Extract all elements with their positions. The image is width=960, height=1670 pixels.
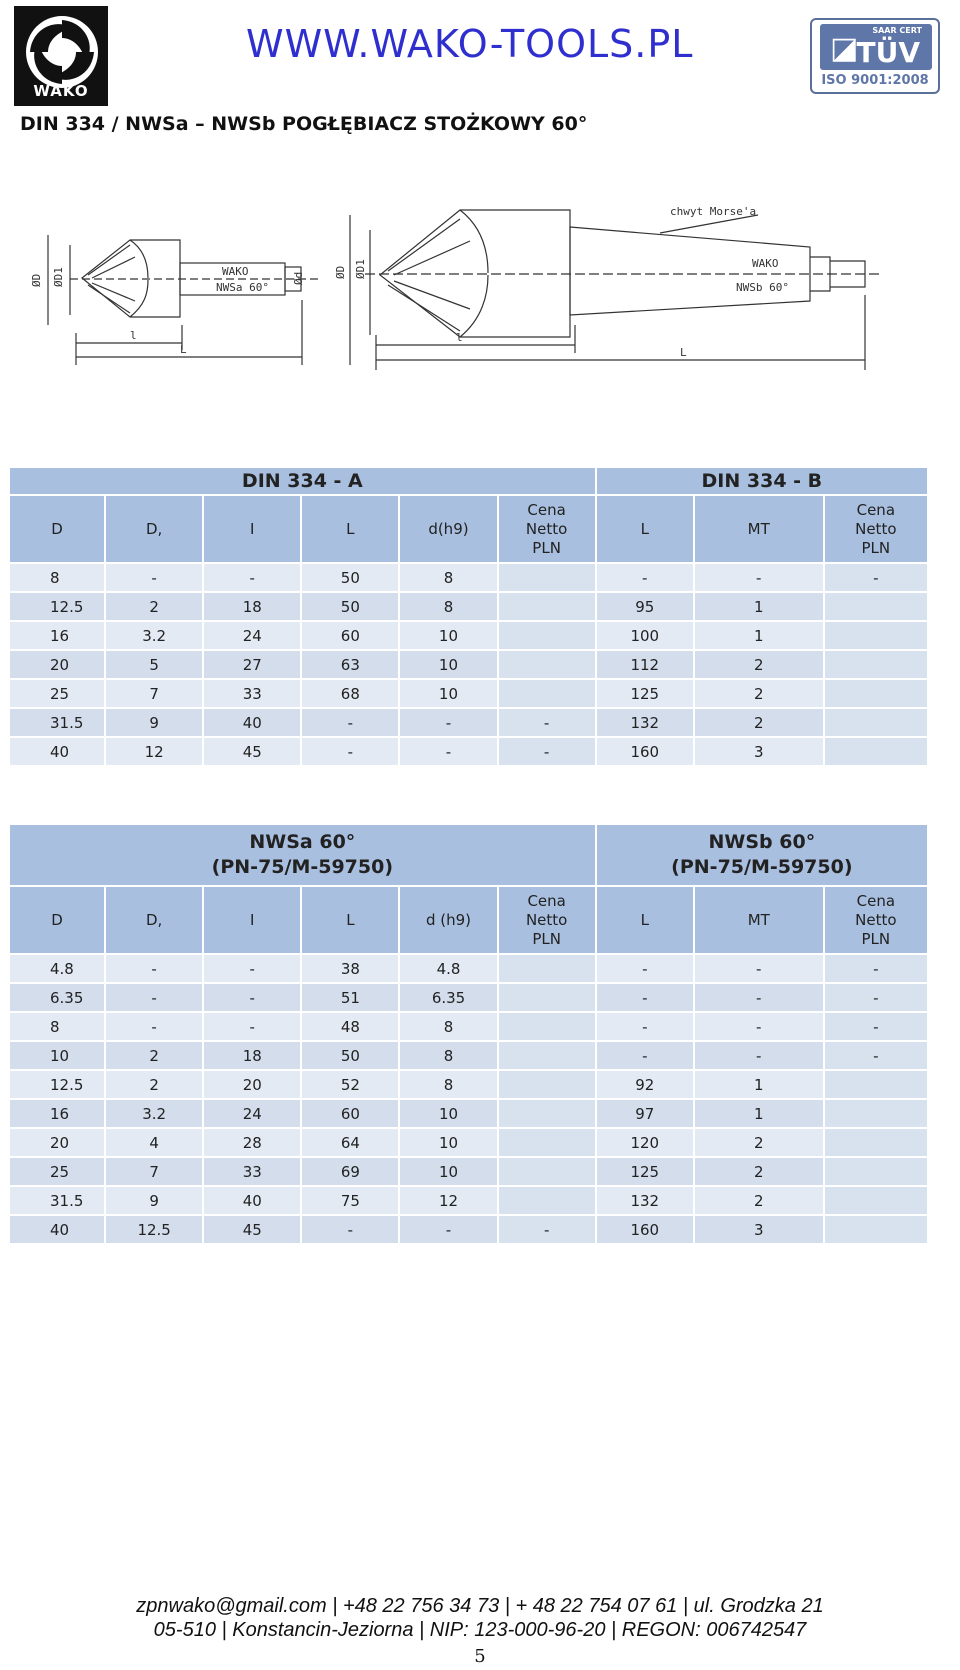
table-cell: 75 — [302, 1187, 398, 1214]
price-cell — [499, 622, 595, 649]
table-cell: 10 — [400, 651, 496, 678]
table-column-header — [10, 496, 927, 562]
table-cell: 9 — [106, 709, 202, 736]
col-header: D, — [106, 887, 202, 953]
label-right-morse: chwyt Morse'a — [670, 205, 757, 218]
price-cell — [499, 651, 595, 678]
table-row — [10, 738, 927, 765]
table-cell: 10 — [400, 1158, 496, 1185]
table-group-header — [10, 468, 927, 494]
table-cell: 2 — [695, 709, 823, 736]
label-left-l: l — [130, 329, 137, 342]
group-nwsb-line1: NWSb 60° — [708, 831, 816, 853]
contact-footer — [0, 1594, 960, 1642]
price-cell — [825, 1071, 927, 1098]
drawing-nwsb — [350, 210, 880, 370]
price-cell — [499, 680, 595, 707]
table-cell: 6.35 — [400, 984, 496, 1011]
table-cell: 160 — [597, 1216, 693, 1243]
price-cell — [499, 1071, 595, 1098]
table-cell: 1 — [695, 1071, 823, 1098]
table-cell: 10 — [400, 622, 496, 649]
table-cell: 12.5 — [106, 1216, 202, 1243]
table-cell: - — [695, 1042, 823, 1069]
label-right-D: ØD — [334, 265, 347, 279]
col-header: D, — [106, 496, 202, 562]
price-cell — [499, 1100, 595, 1127]
table-cell: - — [597, 564, 693, 591]
table-cell: 45 — [204, 738, 300, 765]
table-cell: 2 — [695, 651, 823, 678]
label-right-L: L — [680, 346, 687, 359]
site-url[interactable]: WWW.WAKO-TOOLS.PL — [246, 22, 694, 66]
table-cell: - — [400, 738, 496, 765]
table-cell: - — [302, 709, 398, 736]
col-header: MT — [695, 496, 823, 562]
price-cell: - — [825, 1042, 927, 1069]
footer-line-2: 05-510 | Konstancin-Jeziorna | NIP: 123-000-96-20 | REGON: 006742547 — [153, 1619, 807, 1641]
col-header: d (h9) — [400, 887, 496, 953]
table-cell: 132 — [597, 1187, 693, 1214]
table-cell: 33 — [204, 680, 300, 707]
table-cell: 8 — [10, 1013, 104, 1040]
table-cell: 4.8 — [400, 955, 496, 982]
table-cell: - — [597, 1013, 693, 1040]
nws-table — [8, 823, 929, 1245]
col-header-price: Cena Netto PLN — [825, 887, 927, 953]
table-cell: 112 — [597, 651, 693, 678]
page-title: DIN 334 / NWSa – NWSb POGŁĘBIACZ STOŻKOWY 60° — [20, 113, 588, 135]
group-nwsb-line2: (PN-75/M-59750) — [671, 856, 853, 878]
table-cell: 33 — [204, 1158, 300, 1185]
price-cell — [825, 1100, 927, 1127]
page-number: 5 — [474, 1646, 486, 1667]
table-cell: 8 — [400, 1042, 496, 1069]
table-row — [10, 680, 927, 707]
table-cell: 125 — [597, 1158, 693, 1185]
label-left-d: Ød — [292, 271, 305, 285]
table-cell: 52 — [302, 1071, 398, 1098]
col-header: I — [204, 496, 300, 562]
table-cell: 12.5 — [10, 1071, 104, 1098]
table-cell: 18 — [204, 1042, 300, 1069]
table-cell: 2 — [106, 1042, 202, 1069]
tuv-badge — [820, 24, 932, 70]
price-cell — [825, 709, 927, 736]
table-cell: 40 — [204, 709, 300, 736]
table-cell: 4.8 — [10, 955, 104, 982]
table-cell: 24 — [204, 1100, 300, 1127]
table-cell: 120 — [597, 1129, 693, 1156]
col-header: d(h9) — [400, 496, 496, 562]
table-cell: 7 — [106, 680, 202, 707]
group-nwsa-line1: NWSa 60° — [249, 831, 356, 853]
table-cell: 69 — [302, 1158, 398, 1185]
table-cell: 12 — [400, 1187, 496, 1214]
col-header: D — [10, 887, 104, 953]
wako-logo — [14, 6, 108, 106]
label-right-l: l — [456, 331, 463, 344]
table-cell: 40 — [10, 738, 104, 765]
col-header: D — [10, 496, 104, 562]
price-cell — [499, 1013, 595, 1040]
table-row — [10, 709, 927, 736]
table-cell: 68 — [302, 680, 398, 707]
table-cell: 27 — [204, 651, 300, 678]
table-cell: 10 — [400, 680, 496, 707]
table-cell: 40 — [204, 1187, 300, 1214]
label-right-wako: WAKO — [752, 257, 779, 270]
table-cell: 1 — [695, 593, 823, 620]
tuv-cert-logo — [810, 18, 940, 94]
price-cell: - — [499, 1216, 595, 1243]
table-row — [10, 1013, 927, 1040]
table-cell: 8 — [400, 593, 496, 620]
table-cell: 64 — [302, 1129, 398, 1156]
din334-table — [8, 466, 929, 767]
table-cell: 31.5 — [10, 709, 104, 736]
table-cell: 2 — [106, 1071, 202, 1098]
col-header: L — [597, 496, 693, 562]
table-cell: 132 — [597, 709, 693, 736]
price-cell — [825, 1129, 927, 1156]
price-cell — [499, 1187, 595, 1214]
table-cell: 20 — [10, 1129, 104, 1156]
table-cell: 2 — [695, 680, 823, 707]
table-cell: 28 — [204, 1129, 300, 1156]
col-header-price: Cena Netto PLN — [499, 887, 595, 953]
table-cell: 5 — [106, 651, 202, 678]
price-cell: - — [825, 955, 927, 982]
table-cell: 16 — [10, 622, 104, 649]
table-cell: - — [695, 955, 823, 982]
table-cell: - — [597, 955, 693, 982]
table-cell: 2 — [695, 1158, 823, 1185]
table-cell: 50 — [302, 593, 398, 620]
table-cell: - — [106, 955, 202, 982]
label-right-nwsb: NWSb 60° — [736, 281, 789, 294]
table-cell: 4 — [106, 1129, 202, 1156]
price-cell: - — [825, 564, 927, 591]
table-cell: - — [204, 564, 300, 591]
iso-text: ISO 9001:2008 — [821, 73, 929, 88]
table-cell: 92 — [597, 1071, 693, 1098]
table-cell: - — [106, 984, 202, 1011]
group-din334-b: DIN 334 - B — [597, 468, 927, 494]
table-cell: 160 — [597, 738, 693, 765]
table-cell: 48 — [302, 1013, 398, 1040]
table-cell: 51 — [302, 984, 398, 1011]
group-nwsa — [10, 825, 595, 885]
price-cell — [825, 1158, 927, 1185]
tuv-saar-text: SAAR CERT — [872, 26, 922, 35]
price-cell — [499, 984, 595, 1011]
group-nwsb — [597, 825, 927, 885]
table-cell: 50 — [302, 1042, 398, 1069]
price-cell — [825, 1216, 927, 1243]
table-cell: 3 — [695, 738, 823, 765]
col-header: L — [597, 887, 693, 953]
price-cell: - — [825, 1013, 927, 1040]
group-din334-a: DIN 334 - A — [10, 468, 595, 494]
table-row — [10, 1100, 927, 1127]
table-column-header — [10, 887, 927, 953]
table-row — [10, 622, 927, 649]
table-cell: 9 — [106, 1187, 202, 1214]
price-cell — [825, 738, 927, 765]
table-cell: 38 — [302, 955, 398, 982]
table-cell: - — [597, 1042, 693, 1069]
table-row — [10, 955, 927, 982]
table-cell: 8 — [10, 564, 104, 591]
price-cell: - — [499, 709, 595, 736]
col-header-price: Cena Netto PLN — [499, 496, 595, 562]
table-cell: 40 — [10, 1216, 104, 1243]
table-cell: 12.5 — [10, 593, 104, 620]
table-cell: 97 — [597, 1100, 693, 1127]
table-cell: 7 — [106, 1158, 202, 1185]
label-left-D: ØD — [30, 273, 43, 287]
price-cell — [825, 680, 927, 707]
table-cell: 18 — [204, 593, 300, 620]
table-cell: 8 — [400, 1013, 496, 1040]
price-cell: - — [499, 738, 595, 765]
table-cell: - — [695, 1013, 823, 1040]
table-cell: - — [204, 1013, 300, 1040]
table-cell: 10 — [400, 1129, 496, 1156]
table-cell: 2 — [106, 593, 202, 620]
label-left-L: L — [180, 343, 187, 356]
table-cell: 8 — [400, 564, 496, 591]
table-row — [10, 593, 927, 620]
col-header: I — [204, 887, 300, 953]
table-row — [10, 1216, 927, 1243]
logo-text: WAKO — [33, 82, 89, 100]
table-cell: 95 — [597, 593, 693, 620]
table-row — [10, 1042, 927, 1069]
table-cell: 45 — [204, 1216, 300, 1243]
col-header: L — [302, 496, 398, 562]
table-row — [10, 1129, 927, 1156]
table-cell: 60 — [302, 622, 398, 649]
table-cell: 20 — [10, 651, 104, 678]
table-cell: 60 — [302, 1100, 398, 1127]
tuv-brand-text: TÜV — [856, 36, 920, 69]
table-row — [10, 1071, 927, 1098]
label-right-D1: ØD1 — [354, 259, 367, 279]
table-cell: 3.2 — [106, 622, 202, 649]
table-cell: - — [400, 1216, 496, 1243]
table-cell: 1 — [695, 1100, 823, 1127]
table-row — [10, 564, 927, 591]
group-nwsa-line2: (PN-75/M-59750) — [211, 856, 394, 878]
table-cell: 25 — [10, 680, 104, 707]
table-row — [10, 1158, 927, 1185]
table-cell: - — [302, 1216, 398, 1243]
label-left-D1: ØD1 — [52, 267, 65, 287]
price-cell: - — [825, 984, 927, 1011]
table-cell: 25 — [10, 1158, 104, 1185]
table-cell: 10 — [400, 1100, 496, 1127]
table-cell: - — [695, 984, 823, 1011]
table-cell: - — [106, 564, 202, 591]
table-cell: 2 — [695, 1129, 823, 1156]
table-cell: 24 — [204, 622, 300, 649]
table-row — [10, 651, 927, 678]
price-cell — [499, 564, 595, 591]
table-cell: - — [204, 984, 300, 1011]
table-cell: - — [302, 738, 398, 765]
table-cell: 20 — [204, 1071, 300, 1098]
table-cell: 3 — [695, 1216, 823, 1243]
footer-line-1: zpnwako@gmail.com | +48 22 756 34 73 | + 48 22 754 07 61 | ul. Grodzka 21 — [136, 1595, 824, 1617]
table-cell: 125 — [597, 680, 693, 707]
label-left-nwsa: NWSa 60° — [216, 281, 269, 294]
table-cell: 6.35 — [10, 984, 104, 1011]
tuv-mark-icon: ◪ — [830, 31, 859, 66]
table-cell: - — [106, 1013, 202, 1040]
table-row — [10, 984, 927, 1011]
table-cell: 100 — [597, 622, 693, 649]
price-cell — [499, 593, 595, 620]
price-cell — [499, 1158, 595, 1185]
table-cell: - — [400, 709, 496, 736]
table-cell: 2 — [695, 1187, 823, 1214]
label-left-wako: WAKO — [222, 265, 249, 278]
table-cell: - — [204, 955, 300, 982]
price-cell — [499, 955, 595, 982]
table-cell: 3.2 — [106, 1100, 202, 1127]
table-cell: 1 — [695, 622, 823, 649]
price-cell — [825, 1187, 927, 1214]
col-header: MT — [695, 887, 823, 953]
table-cell: - — [695, 564, 823, 591]
col-header-price: Cena Netto PLN — [825, 496, 927, 562]
technical-drawings — [30, 205, 930, 405]
table-row — [10, 1187, 927, 1214]
table-cell: 50 — [302, 564, 398, 591]
table-cell: - — [597, 984, 693, 1011]
table-cell: 10 — [10, 1042, 104, 1069]
table-group-header — [10, 825, 927, 885]
price-cell — [825, 651, 927, 678]
price-cell — [825, 622, 927, 649]
price-cell — [499, 1129, 595, 1156]
price-cell — [825, 593, 927, 620]
table-cell: 16 — [10, 1100, 104, 1127]
price-cell — [499, 1042, 595, 1069]
table-cell: 12 — [106, 738, 202, 765]
table-cell: 63 — [302, 651, 398, 678]
table-cell: 31.5 — [10, 1187, 104, 1214]
swirl-icon — [26, 16, 98, 88]
table-cell: 8 — [400, 1071, 496, 1098]
col-header: L — [302, 887, 398, 953]
